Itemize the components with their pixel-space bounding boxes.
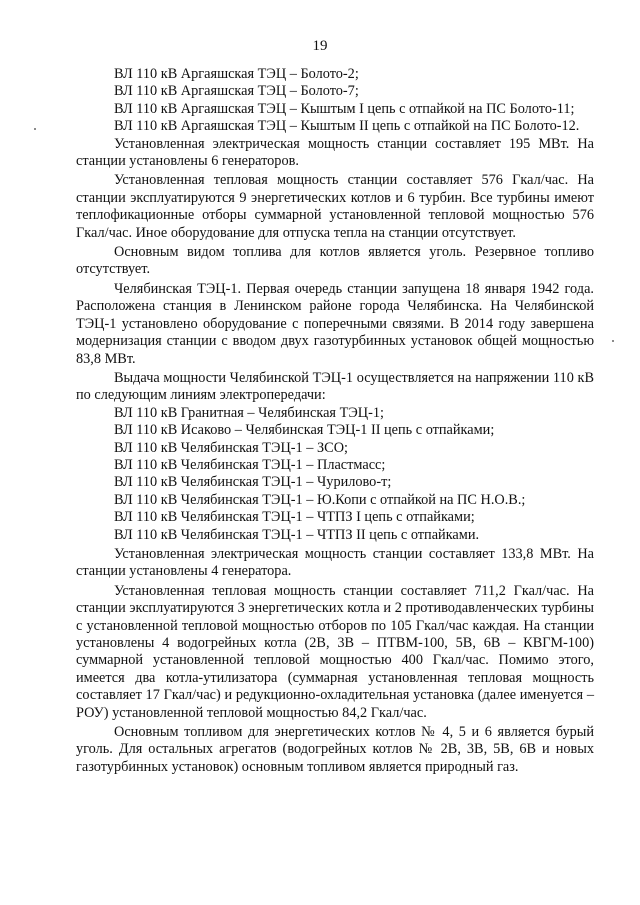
page-number: 19: [312, 38, 328, 54]
power-line-item: ВЛ 110 кВ Исаково – Челябинская ТЭЦ-1 II цепь с отпайками;: [114, 422, 495, 439]
power-line-item: ВЛ 110 кВ Челябинская ТЭЦ-1 – ЧТПЗ II цепь с отпайками.: [114, 526, 480, 543]
power-line-item: ВЛ 110 кВ Челябинская ТЭЦ-1 – Пластмасс;: [114, 456, 386, 473]
paragraph: Установленная тепловая мощность станции составляет 711,2 Гкал/час. На станции эксплуатируются 3 энергетических котла и 2 противодавленческих турбины с установленной тепловой мощностью отборов по 105 Гкал/час каждая. На станции установлены 4 водогрейных котла (2В, 3В – ПТВМ-100, 5В, 6В – КВГМ-100) суммарной установленной тепловой мощностью 400 Гкал/час. Помимо этого, имеется два котла-утилизатора (суммарная установленная тепловая мощность составляет 17 Гкал/час) и редукционно-охладительная установка (далее именуется – РОУ) установленной тепловой мощностью 84,2 Гкал/час.: [76, 582, 594, 721]
paragraph: Основным топливом для энергетических котлов № 4, 5 и 6 является бурый уголь. Для остальных агрегатов (водогрейных котлов № 2В, 3В, 5В, 6В и новых газотурбинных установок) основным топливом является природный газ.: [76, 724, 594, 775]
power-line-item: ВЛ 110 кВ Челябинская ТЭЦ-1 – ЧТПЗ I цепь с отпайками;: [114, 509, 475, 526]
power-line-item: ВЛ 110 кВ Аргаяшская ТЭЦ – Болото-7;: [114, 83, 359, 100]
paragraph: Выдача мощности Челябинской ТЭЦ-1 осуществляется на напряжении 110 кВ по следующим линиям электропередачи:: [76, 369, 594, 404]
power-line-item: ВЛ 110 кВ Челябинская ТЭЦ-1 – Чурилово-т;: [114, 474, 392, 491]
document-body: [76, 66, 594, 776]
power-line-item: ВЛ 110 кВ Аргаяшская ТЭЦ – Кыштым II цепь с отпайкой на ПС Болото-12.: [114, 118, 580, 135]
power-line-item: ВЛ 110 кВ Челябинская ТЭЦ-1 – ЗСО;: [114, 439, 348, 456]
paragraph: Установленная электрическая мощность станции составляет 133,8 МВт. На станции установлены 4 генератора.: [76, 545, 594, 580]
paragraph: Челябинская ТЭЦ-1. Первая очередь станции запущена 18 января 1942 года. Расположена станция в Ленинском районе города Челябинска. На Челябинской ТЭЦ-1 установлено оборудование с поперечными связями. В 2014 году завершена модернизация станции с вводом двух газотурбинных установок общей мощностью 83,8 МВт.: [76, 280, 594, 367]
paragraph: Основным видом топлива для котлов является уголь. Резервное топливо отсутствует.: [76, 244, 594, 278]
power-line-item: ВЛ 110 кВ Гранитная – Челябинская ТЭЦ-1;: [114, 404, 384, 421]
paragraph: Установленная тепловая мощность станции составляет 576 Гкал/час. На станции эксплуатируются 9 энергетических котлов и 6 турбин. Все турбины имеют теплофикационные отборы суммарной установленной тепловой мощностью 576 Гкал/час. Иное оборудование для отпуска тепла на станции отсутствует.: [76, 172, 594, 241]
power-line-item: ВЛ 110 кВ Аргаяшская ТЭЦ – Кыштым I цепь с отпайкой на ПС Болото-11;: [114, 100, 575, 117]
power-line-item: ВЛ 110 кВ Челябинская ТЭЦ-1 – Ю.Копи с отпайкой на ПС Н.О.В.;: [114, 491, 526, 508]
scan-speck: [34, 128, 36, 130]
scan-speck: [612, 340, 614, 342]
power-line-item: ВЛ 110 кВ Аргаяшская ТЭЦ – Болото-2;: [114, 66, 359, 82]
paragraph: Установленная электрическая мощность станции составляет 195 МВт. На станции установлены 6 генераторов.: [76, 135, 594, 170]
